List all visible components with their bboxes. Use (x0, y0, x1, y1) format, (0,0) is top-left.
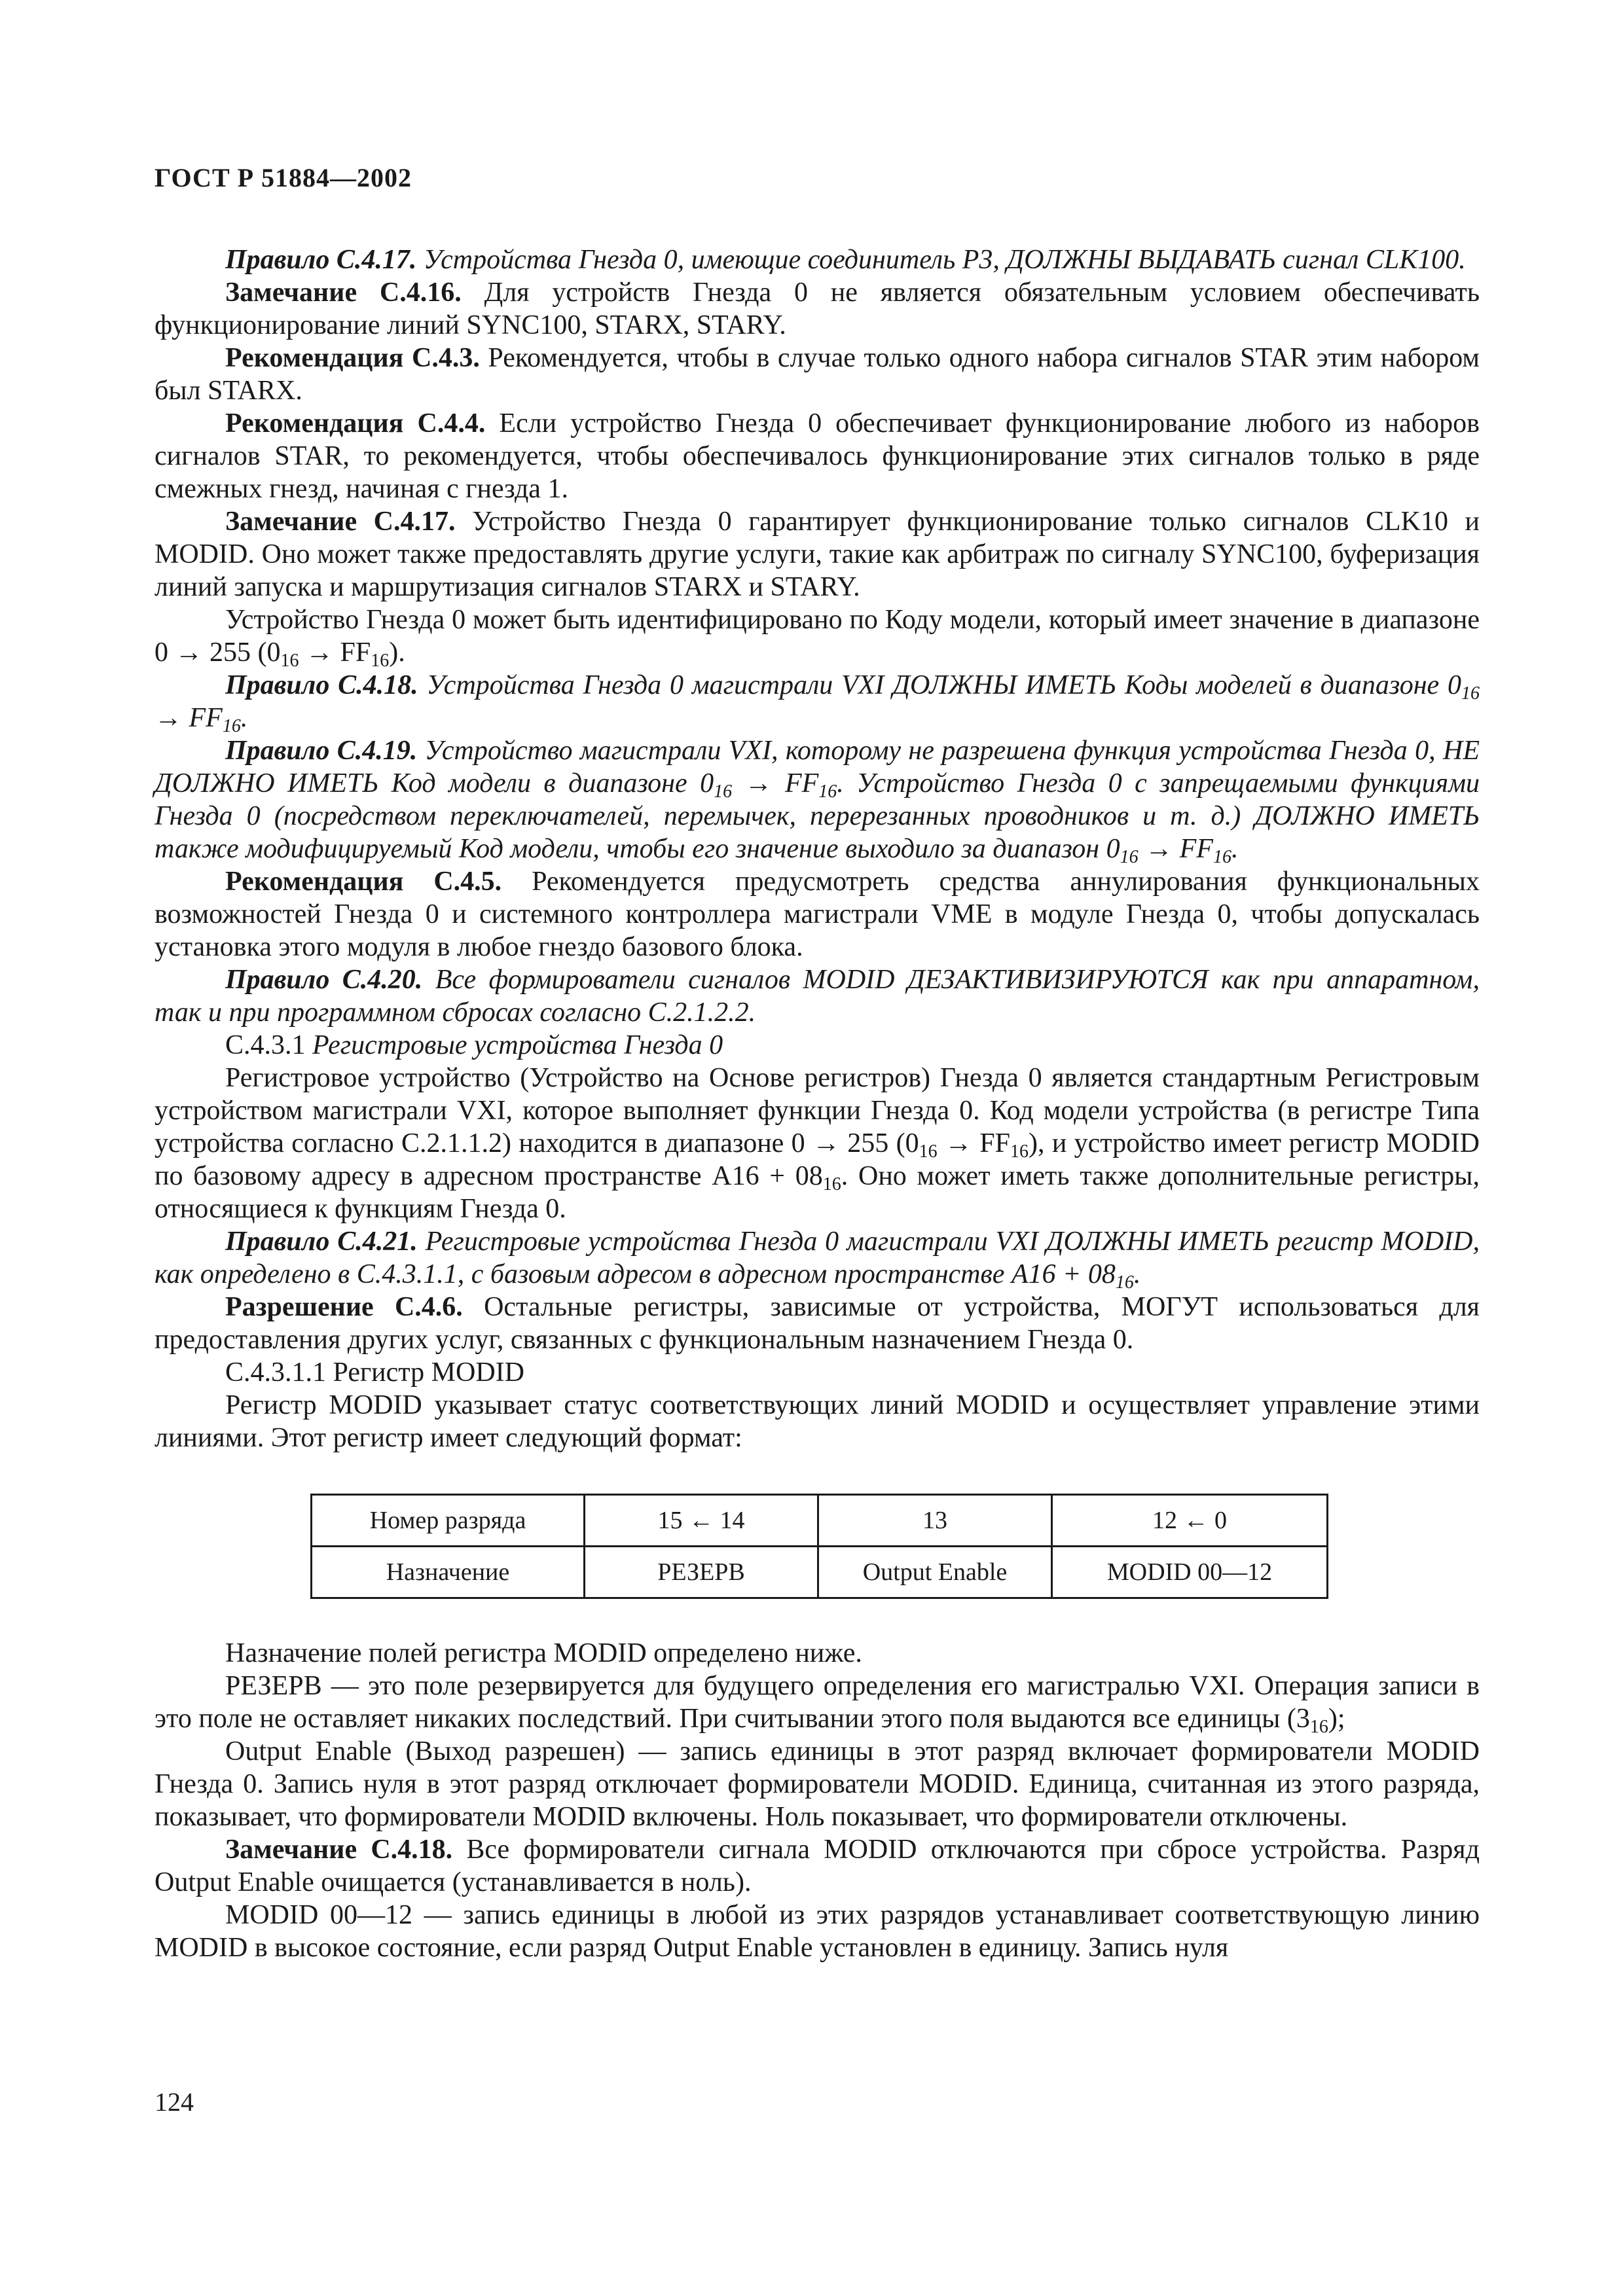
subscript: 16 (822, 1174, 841, 1194)
paragraph-reserve (155, 1670, 1480, 1735)
note-c416-lead: Замечание С.4.16. (225, 278, 462, 308)
subscript: 16 (1120, 847, 1139, 867)
recommendation-c43-lead: Рекомендация С.4.3. (225, 343, 480, 373)
section-c4311-heading: С.4.3.1.1 Регистр MODID (225, 1357, 524, 1388)
section-c431-heading (155, 1029, 1480, 1062)
table-cell: Output Enable (818, 1547, 1052, 1598)
rule-c421-lead: Правило С.4.21. (225, 1227, 418, 1257)
text-fragment: . Устройство Гнезда 0 с запрещаемыми функциями Гнезда 0 (посредством переключателей, перемычек, перерезанных проводников и т. д.) ДОЛЖНО ИМЕТЬ также модифицируемый Код модели, чтобы его значение выходило за диапазон 0 (155, 768, 1480, 864)
text-fragment: ); (1328, 1704, 1345, 1734)
rule-c418 (155, 669, 1480, 734)
text-fragment: . Оно может иметь также дополнительные регистры, относящиеся к функциям Гнезда 0. (155, 1161, 1480, 1224)
paragraph-model-code (155, 603, 1480, 669)
table-cell: Номер разряда (312, 1495, 585, 1547)
text-fragment: РЕЗЕРВ — это поле резервируется для будущего определения его магистралью VXI. Операция записи в это поле не оставляет никаких последствий. При считывании этого поля выдаются все единицы (3 (155, 1671, 1480, 1734)
note-c417 (155, 505, 1480, 603)
text-fragment: Устройство магистрали VXI, которому не разрешена функция устройства Гнезда 0, НЕ ДОЛЖНО ИМЕТЬ Код модели в диапазоне 0 (155, 736, 1480, 798)
text-fragment: ). (389, 637, 405, 668)
text-fragment: . (240, 703, 248, 733)
recommendation-c45-lead: Рекомендация С.4.5. (225, 867, 502, 897)
table-row (312, 1547, 1328, 1598)
permission-c46-lead: Разрешение С.4.6. (225, 1292, 463, 1322)
modid-register-table (310, 1494, 1328, 1599)
text-fragment: → FF (1138, 834, 1213, 864)
text-fragment: Регистровые устройства Гнезда 0 магистрали VXI ДОЛЖНЫ ИМЕТЬ регистр MODID, как определено в С.4.3.1.1, с базовым адресом в адресном пространстве A16 + 08 (155, 1227, 1480, 1289)
recommendation-c44-text: Если устройство Гнезда 0 обеспечивает функционирование любого из наборов сигналов STAR, то рекомендуется, чтобы обеспечивалось функционирование этих сигналов только в ряде смежных гнезд, начиная с гнезда 1. (155, 408, 1480, 504)
rule-c419-lead: Правило С.4.19. (225, 736, 418, 766)
subscript: 16 (1461, 683, 1480, 704)
subscript: 16 (1115, 1272, 1134, 1293)
subscript: 16 (371, 651, 390, 671)
rule-c417 (155, 243, 1480, 276)
rule-c417-lead: Правило С.4.17. (225, 245, 417, 275)
recommendation-c44-lead: Рекомендация С.4.4. (225, 408, 486, 439)
text-fragment: → FF (299, 637, 371, 668)
document-body (155, 243, 1480, 1964)
section-c431-title: Регистровые устройства Гнезда 0 (312, 1030, 723, 1060)
paragraph-modid-bits: MODID 00—12 — запись единицы в любой из этих разрядов устанавливает соответствующую линию MODID в высокое состояние, если разряд Output Enable установлен в единицу. Запись нуля (155, 1900, 1480, 1963)
rule-c420-text: Все формирователи сигналов MODID ДЕЗАКТИВИЗИРУЮТСЯ как при аппаратном, так и при программном сбросах согласно С.2.1.2.2. (155, 965, 1480, 1028)
subscript: 16 (1309, 1717, 1328, 1737)
table-cell: 12 ← 0 (1052, 1495, 1328, 1547)
text-fragment: Устройства Гнезда 0 магистрали VXI ДОЛЖНЫ ИМЕТЬ Коды моделей в диапазоне 0 (418, 670, 1461, 700)
note-c416-text: Для устройств Гнезда 0 не является обязательным условием обеспечивать функционирование линий SYNC100, STARX, STARY. (155, 278, 1480, 340)
text-fragment: Регистровое устройство (Устройство на Основе регистров) Гнезда 0 является стандартным Регистровым устройством магистрали VXI, которое выполняет функции Гнезда 0. Код модели устройства (в регистре Типа устройства согласно С.2.1.1.2) находится в диапазоне 0 → 255 (0 (155, 1063, 1480, 1158)
paragraph-modid-intro: Регистр MODID указывает статус соответствующих линий MODID и осуществляет управление этими линиями. Этот регистр имеет следующий формат: (155, 1390, 1480, 1453)
text-fragment: . (1133, 1259, 1141, 1289)
rule-c421 (155, 1225, 1480, 1291)
rule-c420 (155, 963, 1480, 1029)
recommendation-c45-text: Рекомендуется предусмотреть средства аннулирования функциональных возможностей Гнезда 0 и системного контроллера магистрали VME в модуле Гнезда 0, чтобы допускалась установка этого модуля в любое гнездо базового блока. (155, 867, 1480, 962)
table-cell: MODID 00—12 (1052, 1547, 1328, 1598)
paragraph-register-device (155, 1062, 1480, 1225)
subscript: 16 (1010, 1141, 1029, 1162)
table-row (312, 1495, 1328, 1547)
table-cell: РЕЗЕРВ (585, 1547, 818, 1598)
permission-c46 (155, 1291, 1480, 1356)
text-fragment: ), и устройство имеет регистр MODID по базовому адресу в адресном пространстве A16 + 08 (155, 1128, 1480, 1191)
page-number: 124 (155, 2087, 194, 2117)
document-header: ГОСТ Р 51884—2002 (155, 163, 412, 192)
subscript: 16 (714, 781, 733, 802)
recommendation-c43 (155, 342, 1480, 407)
recommendation-c43-text: Рекомендуется, чтобы в случае только одного набора сигналов STAR этим набором был STARX. (155, 343, 1480, 406)
rule-c420-lead: Правило С.4.20. (225, 965, 423, 995)
subscript: 16 (818, 781, 837, 802)
table-cell: Назначение (312, 1547, 585, 1598)
subscript: 16 (222, 716, 241, 736)
note-c417-text: Устройство Гнезда 0 гарантирует функционирование только сигналов CLK10 и MODID. Оно может также предоставлять другие услуги, такие как арбитраж по сигналу SYNC100, буферизация линий запуска и маршрутизация сигналов STARX и STARY. (155, 507, 1480, 602)
section-c431-number: С.4.3.1 (225, 1030, 313, 1060)
modid-register-table-wrap (155, 1494, 1480, 1599)
paragraph-output-enable: Output Enable (Выход разрешен) — запись единицы в этот разряд включает формирователи MODID Гнезда 0. Запись нуля в этот разряд отключает формирователи MODID. Единица, считанная из этого разряда, показывает, что формирователи MODID включены. Ноль показывает, что формирователи отключены. (155, 1736, 1480, 1832)
note-c416 (155, 276, 1480, 342)
note-c418-lead: Замечание С.4.18. (225, 1835, 453, 1865)
paragraph-fields: Назначение полей регистра MODID определено ниже. (225, 1638, 862, 1668)
text-fragment: → FF (937, 1128, 1010, 1158)
table-cell: 15 ← 14 (585, 1495, 818, 1547)
permission-c46-text: Остальные регистры, зависимые от устройства, МОГУТ использоваться для предоставления других услуг, связанных с функциональным назначением Гнезда 0. (155, 1292, 1480, 1355)
table-cell: 13 (818, 1495, 1052, 1547)
subscript: 16 (919, 1141, 938, 1162)
rule-c417-text: Устройства Гнезда 0, имеющие соединитель Р3, ДОЛЖНЫ ВЫДАВАТЬ сигнал CLK100. (416, 245, 1466, 275)
rule-c419 (155, 734, 1480, 865)
text-fragment: Устройство Гнезда 0 может быть идентифицировано по Коду модели, который имеет значение в диапазоне 0 → 255 (0 (155, 605, 1480, 668)
subscript: 16 (1213, 847, 1231, 867)
note-c418-text: Все формирователи сигнала MODID отключаются при сбросе устройства. Разряд Output Enable очищается (устанавливается в ноль). (155, 1835, 1480, 1897)
text-fragment: . (1231, 834, 1239, 864)
recommendation-c44 (155, 407, 1480, 505)
recommendation-c45 (155, 865, 1480, 963)
note-c417-lead: Замечание С.4.17. (225, 507, 456, 537)
text-fragment: → FF (732, 768, 819, 798)
subscript: 16 (280, 651, 299, 671)
rule-c418-lead: Правило С.4.18. (225, 670, 418, 700)
note-c418 (155, 1833, 1480, 1899)
text-fragment: → FF (155, 703, 223, 733)
